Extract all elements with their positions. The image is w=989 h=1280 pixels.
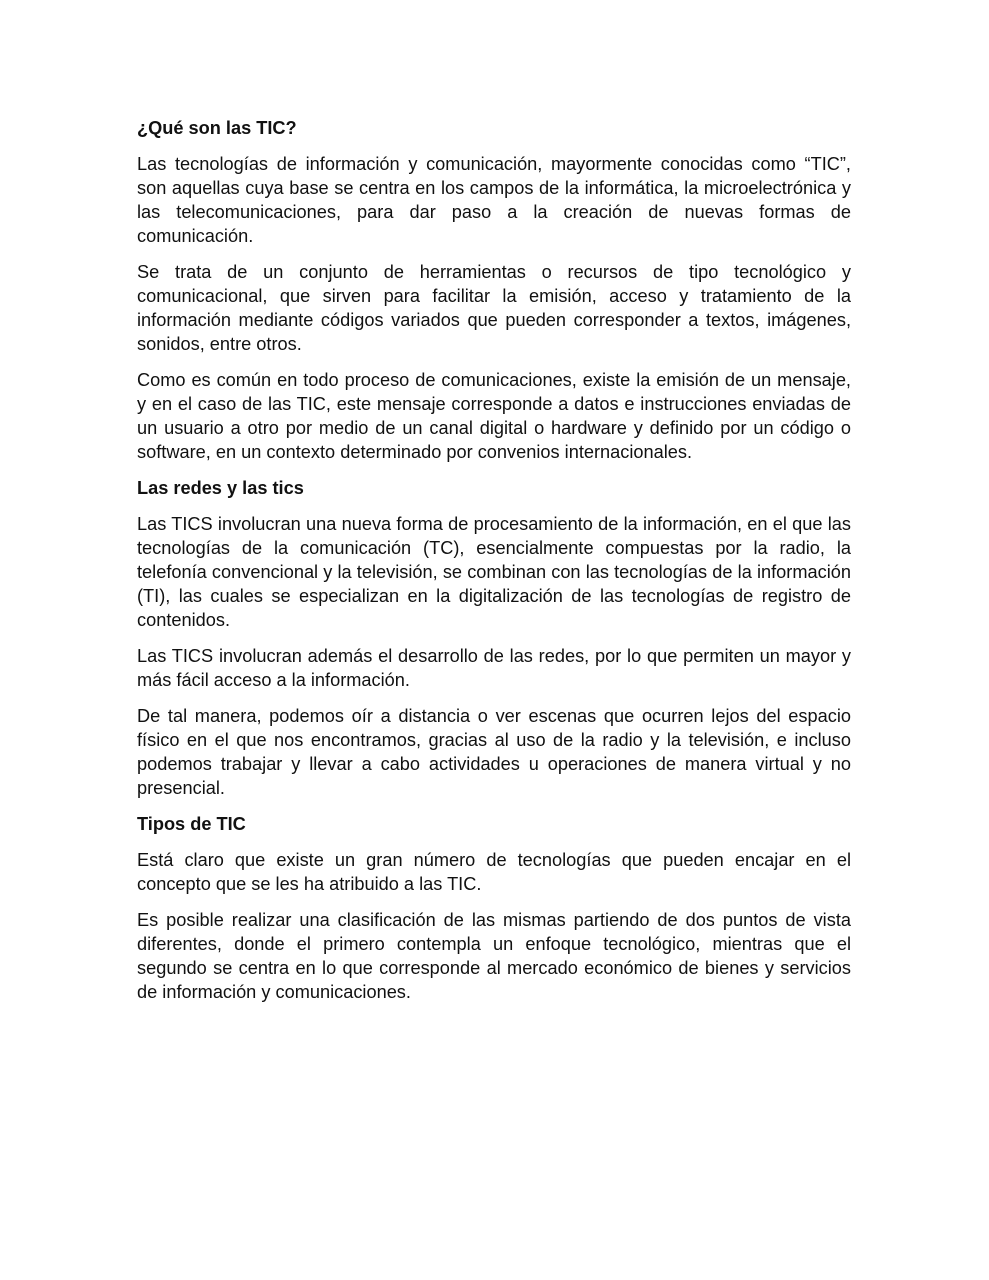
section-tipos-de-tic <box>137 812 851 1004</box>
section-heading: Las redes y las tics <box>137 478 304 498</box>
paragraph: Se trata de un conjunto de herramientas o recursos de tipo tecnológico y comunicacional, que sirven para facilitar la emisión, acceso y tratamiento de la información mediante códigos variados que pueden corresponder a textos, imágenes, sonidos, entre otros. <box>137 262 851 354</box>
paragraph: Las tecnologías de información y comunicación, mayormente conocidas como “TIC”, son aquellas cuya base se centra en los campos de la informática, la microelectrónica y las telecomunicaciones, para dar paso a la creación de nuevas formas de comunicación. <box>137 154 851 246</box>
paragraph: Las TICS involucran además el desarrollo de las redes, por lo que permiten un mayor y más fácil acceso a la información. <box>137 646 851 690</box>
section-las-redes-y-las-tics <box>137 476 851 800</box>
section-heading: ¿Qué son las TIC? <box>137 118 297 138</box>
paragraph: Las TICS involucran una nueva forma de procesamiento de la información, en el que las tecnologías de la comunicación (TC), esencialmente compuestas por la radio, la telefonía convencional y la televisión, se combinan con las tecnologías de la información (TI), las cuales se especializan en la digitalización de las tecnologías de registro de contenidos. <box>137 514 851 630</box>
paragraph: De tal manera, podemos oír a distancia o ver escenas que ocurren lejos del espacio físico en el que nos encontramos, gracias al uso de la radio y la televisión, e incluso podemos trabajar y llevar a cabo actividades u operaciones de manera virtual y no presencial. <box>137 706 851 798</box>
paragraph: Es posible realizar una clasificación de las mismas partiendo de dos puntos de vista diferentes, donde el primero contempla un enfoque tecnológico, mientras que el segundo se centra en lo que corresponde al mercado económico de bienes y servicios de información y comunicaciones. <box>137 910 851 1002</box>
paragraph: Como es común en todo proceso de comunicaciones, existe la emisión de un mensaje, y en el caso de las TIC, este mensaje corresponde a datos e instrucciones enviadas de un usuario a otro por medio de un canal digital o hardware y definido por un código o software, en un contexto determinado por convenios internacionales. <box>137 370 851 462</box>
section-que-son-las-tic <box>137 116 851 464</box>
document-body <box>137 116 851 1016</box>
section-heading: Tipos de TIC <box>137 814 246 834</box>
paragraph: Está claro que existe un gran número de tecnologías que pueden encajar en el concepto que se les ha atribuido a las TIC. <box>137 850 851 894</box>
